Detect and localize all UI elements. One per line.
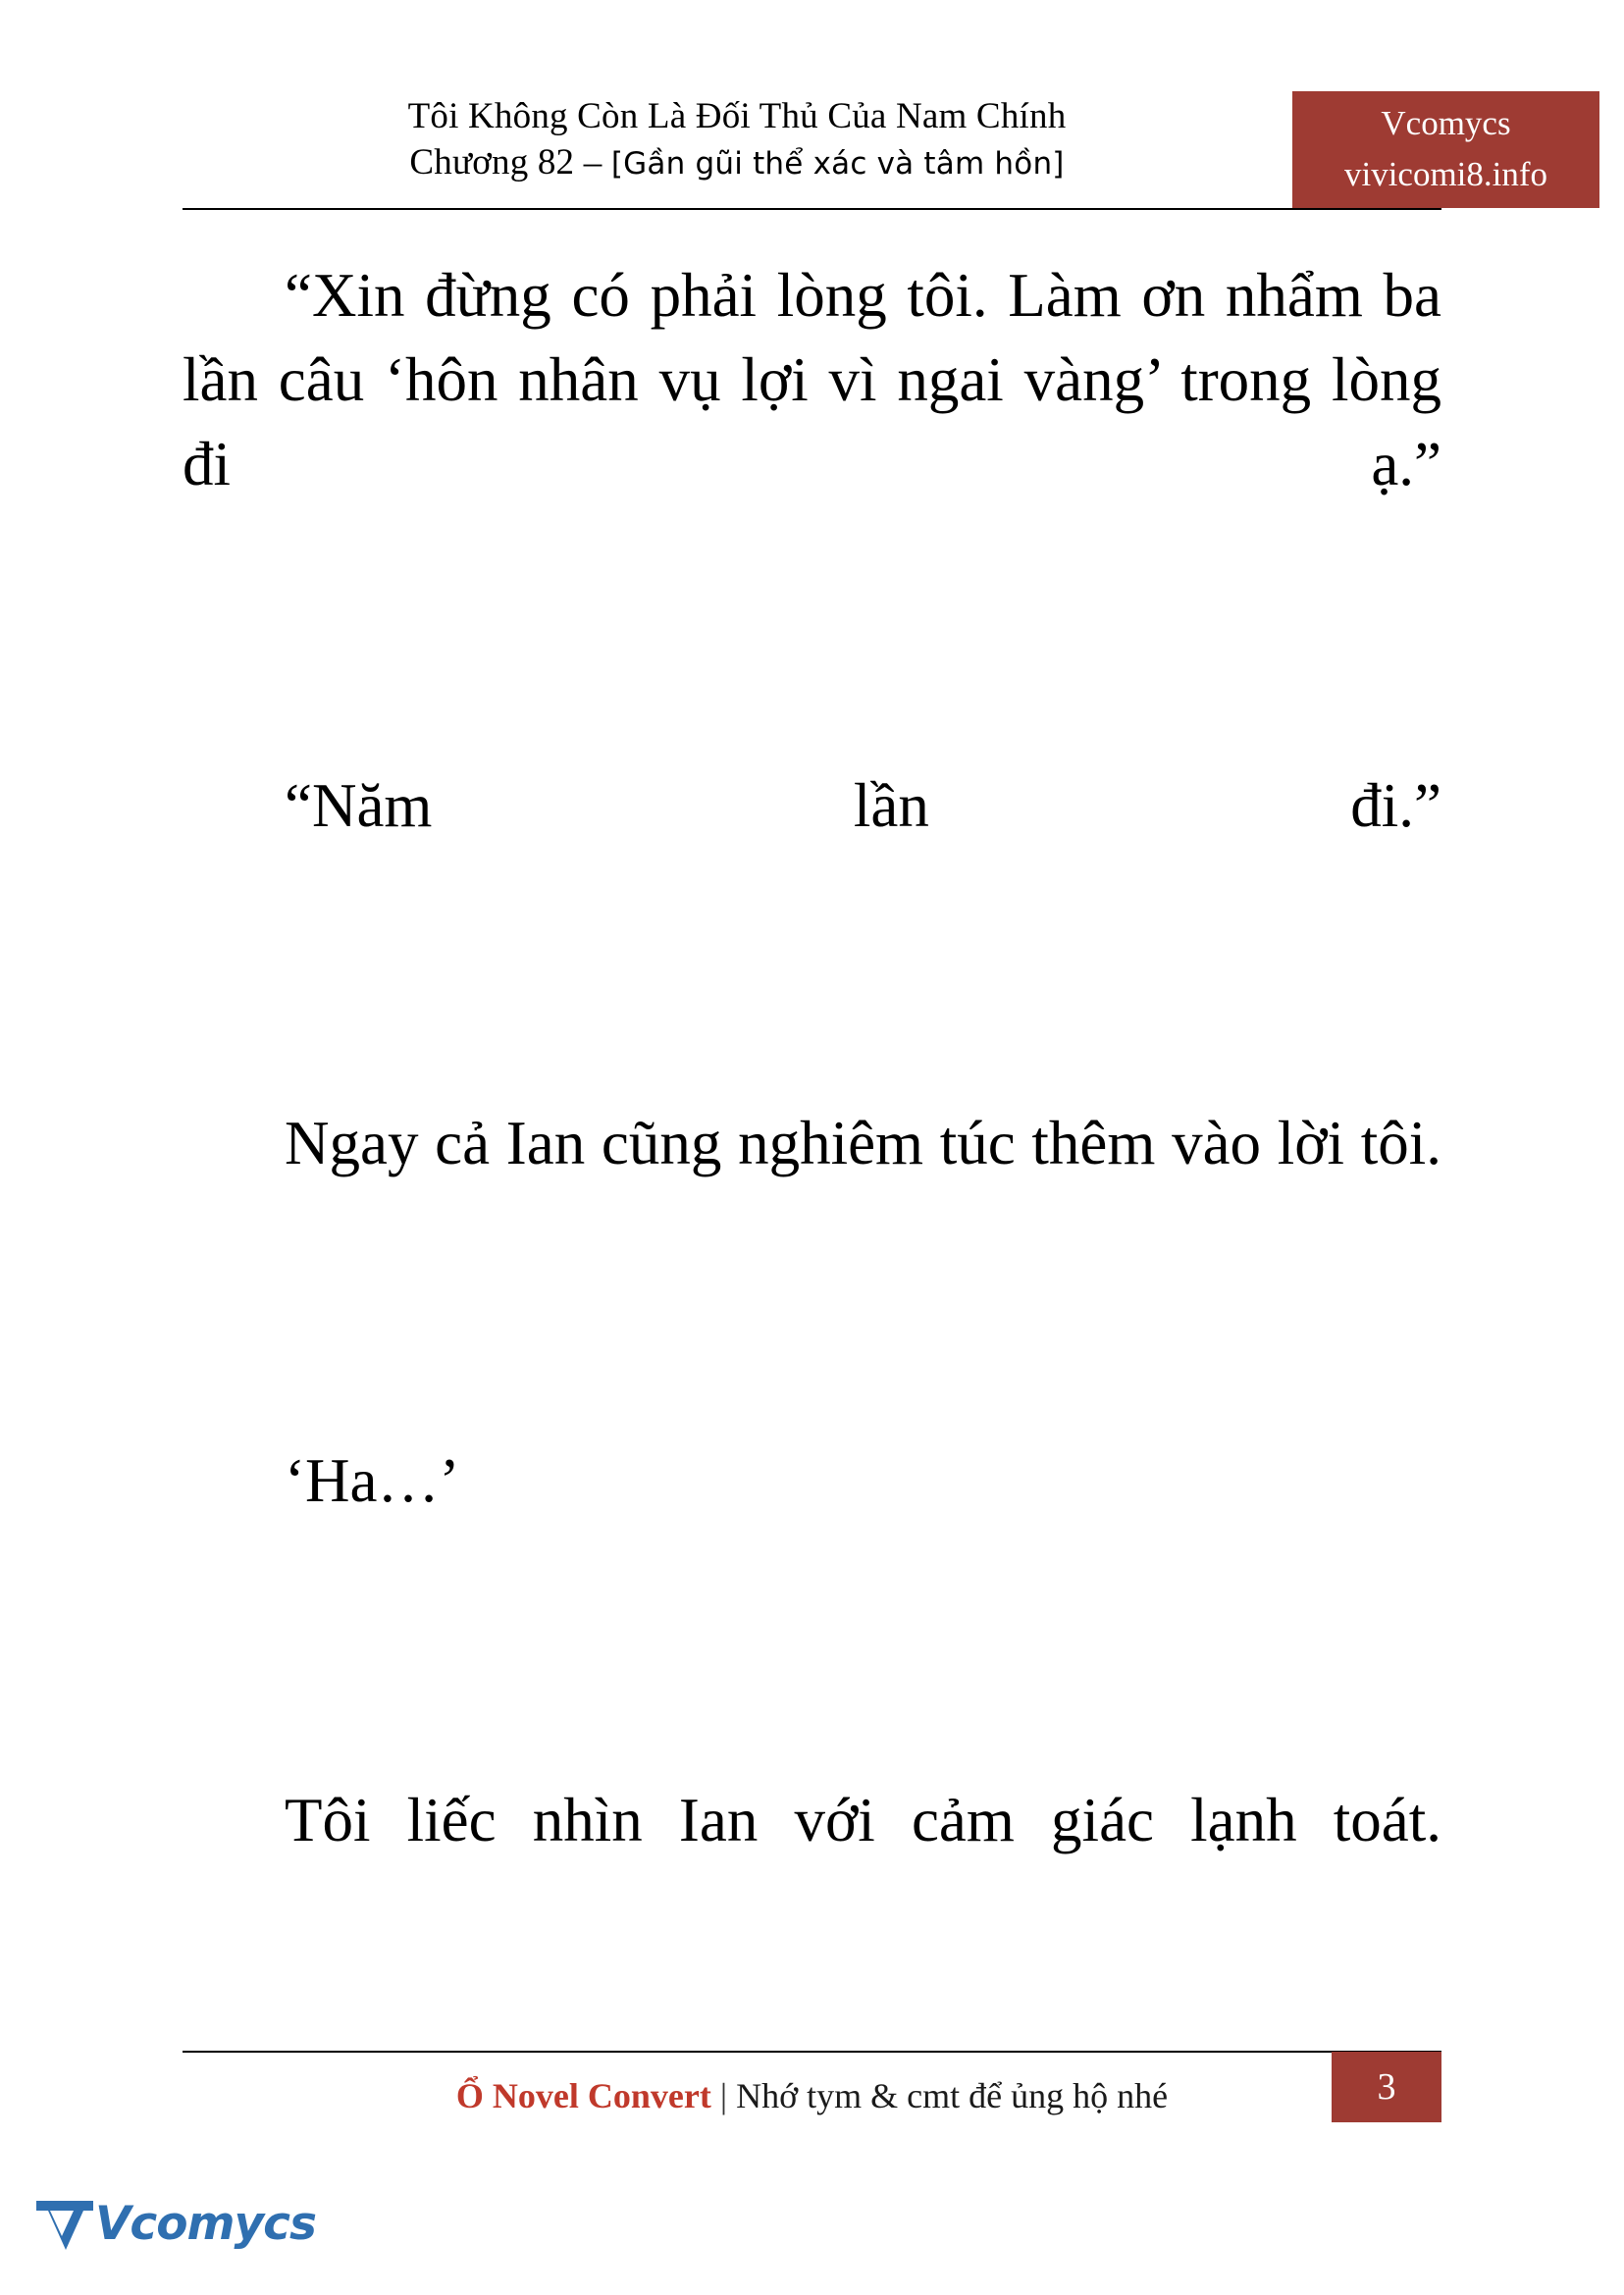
paragraph-text: Tôi liếc nhìn Ian với cảm giác lạnh toát. [285, 1786, 1441, 1854]
paragraph [183, 763, 1441, 932]
site-badge [1292, 91, 1599, 208]
paragraph-text: “Xin đừng có phải lòng tôi. Làm ơn nhẩm ba lần câu ‘hôn nhân vụ lợi vì ngai vàng’ trong lòng đi ạ.” [183, 261, 1441, 498]
paragraph [183, 1101, 1441, 1270]
footer-separator: | [710, 2076, 737, 2115]
page-header [183, 93, 1548, 209]
novel-title: Tôi Không Còn Là Đối Thủ Của Nam Chính [407, 96, 1067, 136]
site-badge-url: vivicomi8.info [1343, 155, 1548, 193]
page-number-badge: 3 [1332, 2052, 1441, 2122]
paragraph-spacer [183, 1270, 1441, 1438]
site-badge-name: Vcomycs [1381, 104, 1511, 142]
page-footer [183, 2051, 1441, 2139]
paragraph [183, 253, 1441, 591]
paragraph [183, 1778, 1441, 1947]
paragraph-text: “Năm lần đi.” [285, 771, 1441, 840]
chapter-number: Chương 82 – [409, 142, 611, 183]
paragraph-spacer [183, 591, 1441, 763]
vcomycs-mark-icon [34, 2197, 95, 2254]
paragraph-spacer [183, 1607, 1441, 1778]
footer-note: Nhớ tym & cmt để ủng hộ nhé [736, 2076, 1169, 2115]
footer-credit [183, 2060, 1441, 2131]
paragraph-text: ‘Ha…’ [285, 1446, 460, 1515]
footer-brand: Ổ Novel Convert [455, 2076, 711, 2115]
header-divider [183, 208, 1441, 210]
chapter-line [183, 139, 1291, 187]
page-content [183, 253, 1441, 1947]
watermark-text: Vcomycs [95, 2197, 316, 2251]
paragraph-text: Ngay cả Ian cũng nghiêm túc thêm vào lời tôi. [285, 1109, 1441, 1177]
paragraph [183, 1438, 1441, 1607]
paragraph-spacer [183, 932, 1441, 1101]
header-title-block [183, 93, 1291, 187]
watermark-logo [34, 2193, 316, 2271]
chapter-subtitle: [Gần gũi thể xác và tâm hồn] [610, 146, 1065, 182]
footer-divider [183, 2051, 1441, 2053]
